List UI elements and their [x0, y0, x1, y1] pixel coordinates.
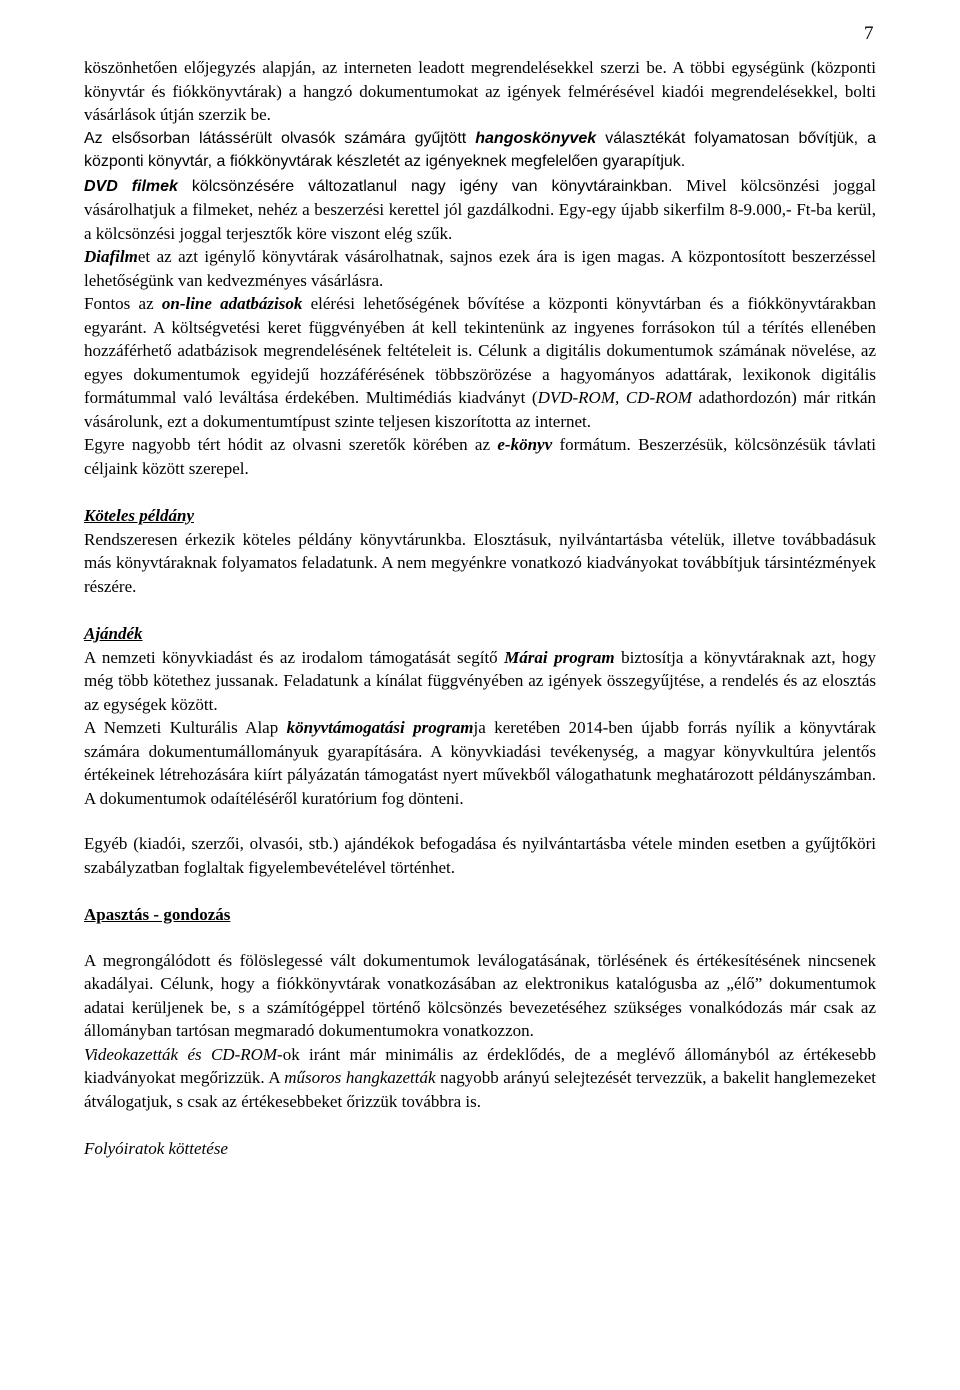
term-book-support-program: könyvtámogatási program	[286, 718, 474, 737]
term-ebook: e-könyv	[497, 435, 553, 454]
term-audiobooks: hangoskönyvek	[475, 129, 597, 147]
term-dvd: DVD filmek	[84, 177, 178, 195]
paragraph-other-gifts: Egyéb (kiadói, szerzői, olvasói, stb.) ajándékok befogadása és nyilvántartásba vétele minden esetben a gyűjtőköri szabályzatban foglaltak figyelembevételével történhet.	[84, 834, 876, 877]
term-diafilm: Diafilm	[84, 247, 138, 266]
paragraph-dvd: DVD filmek kölcsönzésére változatlanul nagy igény van könyvtárainkban. Mivel kölcsönzési joggal vásárolhatjuk a filmeket, nehéz a beszerzési kerettel jól gazdálkodni. Egy-egy újabb sikerfilm 8-9.000,- Ft-ba kerül, a kölcsönzési joggal terjesztők köre viszont elég szűk.	[84, 175, 876, 243]
paragraph-diafilm: Diafilmet az azt igénylő könyvtárak vásárolhatnak, sajnos ezek ára is igen magas. A központosított beszerzéssel lehetőségünk van kedvezményes vásárlásra.	[84, 247, 876, 290]
paragraph-marai: A nemzeti könyvkiadást és az irodalom támogatását segítő Márai program biztosítja a könyvtáraknak azt, hogy még több kötethez jussanak. Feladatunk a kínálat függvényében az igények összegyűjtése, a rendelés és az elosztás az egységek között.	[84, 647, 876, 714]
paragraph-audiobooks: Az elsősorban látássérült olvasók számára gyűjtött hangoskönyvek választékát folyamatosan bővítjük, a központi könyvtár, a fiókkönyvtárak készletét az igényeknek megfelelően gyarapítjuk.	[84, 129, 876, 170]
paragraph-weeding: A megrongálódott és fölöslegessé vált dokumentumok leválogatásának, törlésének és értékesítésének nincsenek akadályai. Célunk, hogy a fiókkönyvtárak vonatkozásában az elektronikus katalógusba az „élő” dokumentumok adatai kerüljenek be, s a számítógéppel történő kölcsönzés bevezetéséhez szükséges vonalkódozás már csak az állományban tartósan megmaradó dokumentumokra vonatkozzon.	[84, 950, 876, 1040]
term-online-databases: on-line adatbázisok	[161, 294, 303, 313]
heading-ajandek: Ajándék	[84, 624, 143, 643]
heading-apasztas: Apasztás - gondozás	[84, 905, 231, 924]
paragraph-acquisition: köszönhetően előjegyzés alapján, az interneten leadott megrendelésekkel szerzi be. A többi egységünk (központi könyvtár és fiókkönyvtárak) a hangzó dokumentumokat az igények felmérésével kiadói megrendelésekkel, bolti vásárlások útján szerzik be.	[84, 58, 876, 124]
term-marai-program: Márai program	[504, 647, 615, 667]
paragraph-deposit-copy: Rendszeresen érkezik köteles példány könyvtárunkba. Elosztásuk, nyilvántartásba vételük, illetve továbbadásuk más könyvtáraknak folyamatos feladatunk. A nem megyénkre vonatkozó kiadványokat továbbítjuk társintézmények részére.	[84, 529, 876, 596]
heading-folyoiratok: Folyóiratok köttetése	[84, 1139, 228, 1158]
heading-koteles-peldany: Köteles példány	[84, 506, 195, 525]
paragraph-nka: A Nemzeti Kulturális Alap könyvtámogatási programja keretében 2014-ben újabb forrás nyílik a könyvtárak számára dokumentumállományuk gyarapítására. A könyvkiadási tevékenység, a magyar könyvkultúra jelentős értékeinek létrehozására kiírt pályázatán támogatást nyert művekből válogathatunk meghatározott példányszámban. A dokumentumok odaítéléséről kuratórium fog dönteni.	[84, 718, 876, 808]
page-number: 7	[864, 23, 874, 44]
document-body	[84, 56, 876, 1161]
paragraph-databases: Fontos az on-line adatbázisok elérési lehetőségének bővítése a központi könyvtárban és a fiókkönyvtárakban egyaránt. A költségvetési keret függvényében át kell tekintenünk az ingyenes forrásokon túl a térítés ellenében hozzáférhető adatbázisok megrendelésének feltételeit is. Célunk a digitális dokumentumok számának növelése, az egyes dokumentumok egyidejű hozzáférésének többszörözése a hagyományos adattárak, lexikonok digitális formátummal való leváltása érdekében. Multimédiás kiadványt (DVD-ROM, CD-ROM adathordozón) már ritkán vásárolunk, ezt a dokumentumtípust szinte teljesen kiszorította az internet.	[84, 294, 877, 431]
paragraph-videotapes: Videokazetták és CD-ROM-ok iránt már minimális az érdeklődés, de a meglévő állományból az értékesebb kiadványokat megőrizzük. A műsoros hangkazetták nagyobb arányú selejtezését tervezzük, a bakelit hanglemezeket átválogatjuk, s csak az értékesebbeket őrizzük továbbra is.	[84, 1044, 876, 1111]
paragraph-ebook: Egyre nagyobb tért hódit az olvasni szeretők körében az e-könyv formátum. Beszerzésük, kölcsönzésük távlati céljaink között szerepel.	[84, 435, 876, 478]
